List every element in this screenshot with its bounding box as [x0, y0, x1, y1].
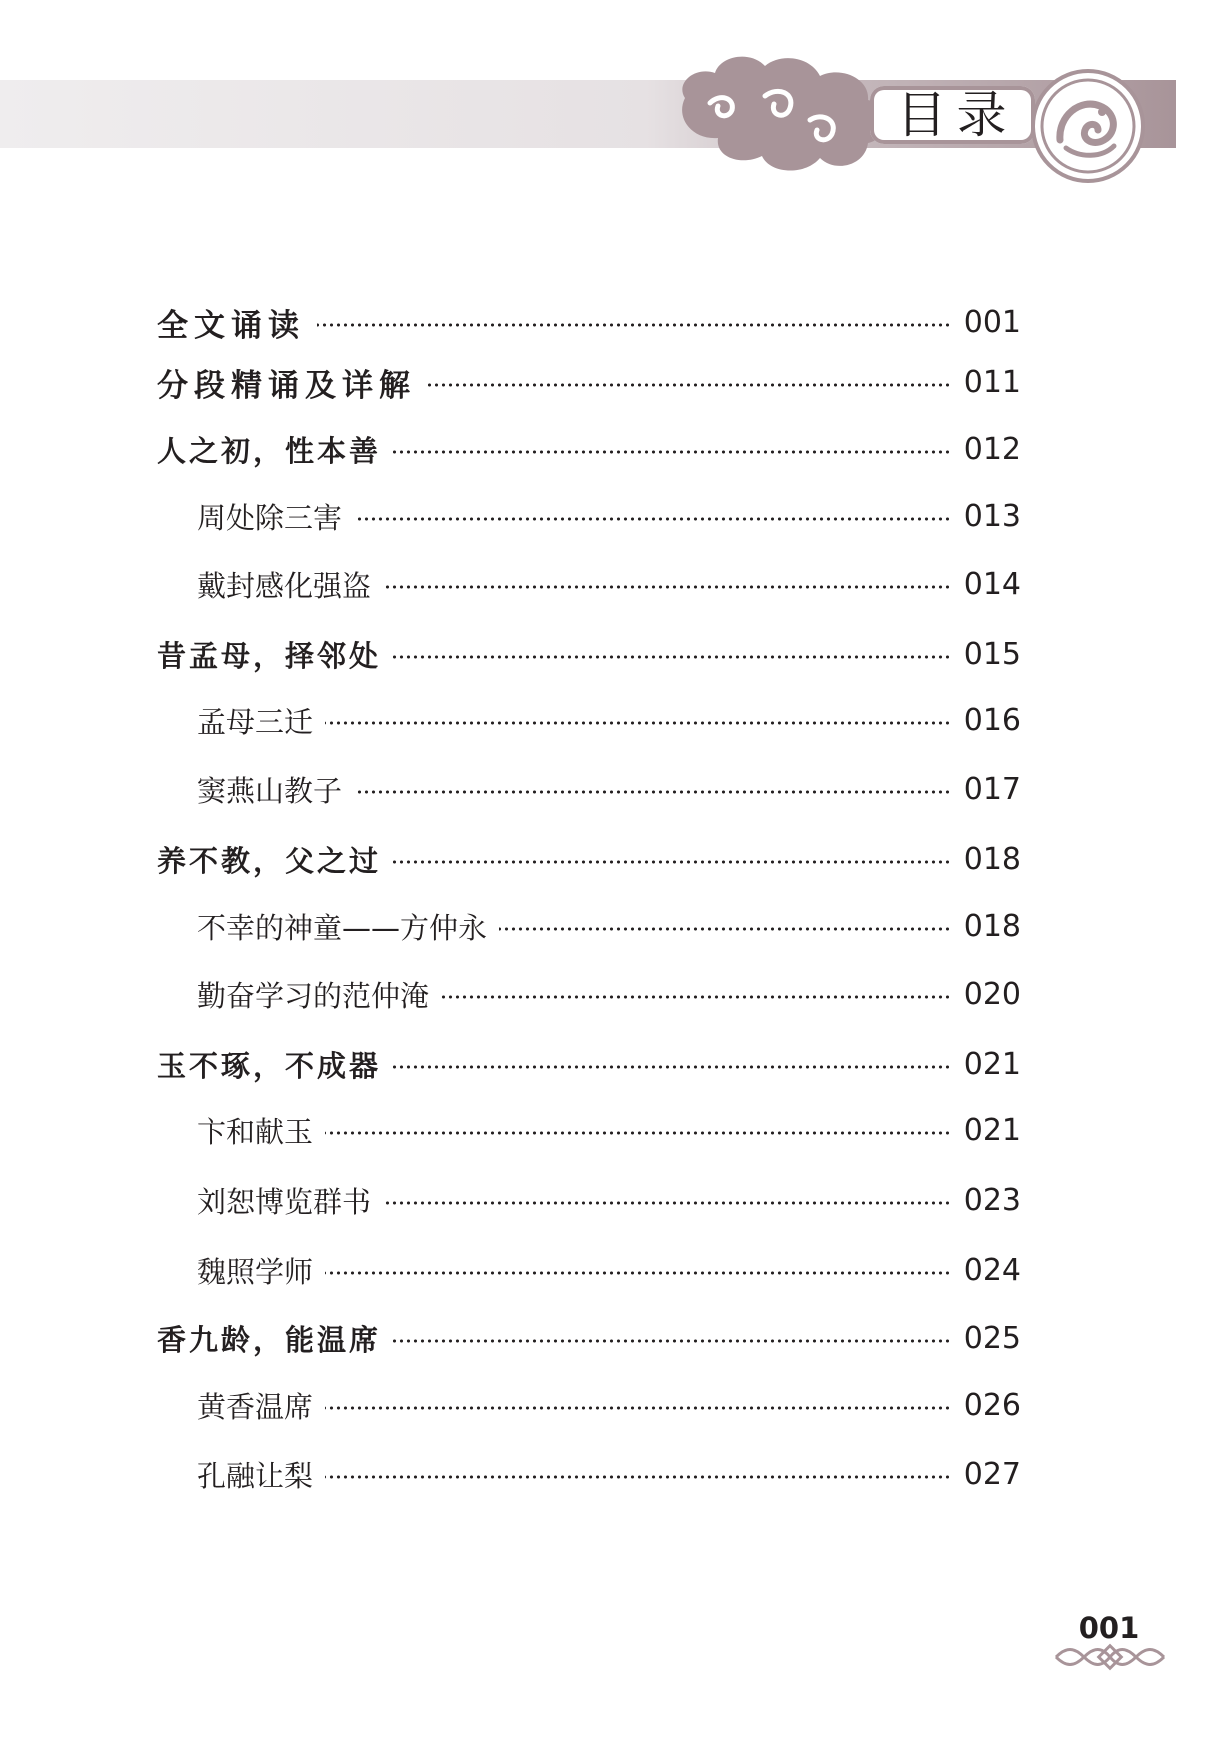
dot-leader [393, 654, 951, 660]
toc-entry-page: 014 [963, 566, 1021, 602]
toc-entry-title: 孟母三迁 [197, 704, 314, 739]
toc-entry[interactable] [197, 902, 1021, 950]
page-number: 001 [1078, 1611, 1140, 1645]
toc-entry-page: 017 [963, 771, 1021, 807]
toc-entry-title: 香九龄，能温席 [157, 1322, 382, 1357]
header-title-box [870, 86, 1035, 144]
toc-entry[interactable] [197, 1106, 1021, 1154]
toc-entry-title: 养不教，父之过 [157, 843, 382, 878]
toc-entry-title: 昔孟母，择邻处 [157, 638, 382, 673]
toc-entry-title: 全文诵读 [157, 307, 305, 344]
toc-entry-title: 玉不琢，不成器 [157, 1048, 382, 1083]
toc-entry[interactable] [157, 298, 1021, 346]
toc-entry-page: 027 [963, 1456, 1021, 1492]
toc-entry[interactable] [197, 1381, 1021, 1429]
dot-leader [499, 926, 951, 932]
dot-leader [441, 994, 951, 1000]
toc-entry[interactable] [197, 1450, 1021, 1498]
toc-entry-title: 不幸的神童——方仲永 [197, 910, 488, 945]
cloud-ornament-icon [670, 48, 895, 178]
dragon-medallion-icon [1030, 68, 1146, 184]
toc-entry[interactable] [157, 358, 1021, 406]
toc-entry[interactable] [157, 835, 1021, 883]
toc-entry[interactable] [197, 1246, 1021, 1294]
dot-leader [325, 1270, 951, 1276]
toc-entry[interactable] [157, 1314, 1021, 1362]
toc-entry-page: 011 [963, 364, 1021, 400]
dot-leader [393, 449, 951, 455]
dot-leader [317, 322, 951, 328]
toc-entry-page: 016 [963, 702, 1021, 738]
toc-entry-title: 周处除三害 [197, 500, 343, 535]
toc-entry-page: 018 [963, 841, 1021, 877]
dot-leader [325, 1474, 951, 1480]
toc-entry-page: 001 [963, 304, 1021, 340]
toc-entry[interactable] [157, 425, 1021, 473]
toc-entry-page: 020 [963, 976, 1021, 1012]
toc-entry-title: 刘恕博览群书 [197, 1184, 372, 1219]
dot-leader [325, 720, 951, 726]
toc-entry-page: 012 [963, 431, 1021, 467]
toc-entry[interactable] [197, 492, 1021, 540]
toc-entry[interactable] [197, 696, 1021, 744]
dot-leader [354, 516, 951, 522]
toc-entry-title: 黄香温席 [197, 1389, 314, 1424]
toc-entry-page: 025 [963, 1320, 1021, 1356]
toc-entry-page: 024 [963, 1252, 1021, 1288]
knot-ornament-icon [1052, 1643, 1168, 1671]
dot-leader [428, 382, 951, 388]
dot-leader [393, 1338, 951, 1344]
dot-leader [325, 1130, 951, 1136]
toc-entry[interactable] [197, 560, 1021, 608]
dot-leader [393, 1064, 951, 1070]
toc-entry-title: 戴封感化强盗 [197, 568, 372, 603]
toc-entry[interactable] [197, 765, 1021, 813]
toc-entry[interactable] [157, 630, 1021, 678]
toc-entry-page: 023 [963, 1182, 1021, 1218]
dot-leader [393, 859, 951, 865]
toc-entry-page: 021 [963, 1046, 1021, 1082]
toc-entry-page: 018 [963, 908, 1021, 944]
dot-leader [383, 1200, 951, 1206]
page-title: 目录 [896, 86, 1017, 144]
dot-leader [325, 1405, 951, 1411]
toc-entry-title: 魏照学师 [197, 1254, 314, 1289]
toc-entry[interactable] [197, 970, 1021, 1018]
toc-entry-title: 孔融让梨 [197, 1458, 314, 1493]
toc-entry[interactable] [157, 1040, 1021, 1088]
toc-entry-title: 卞和献玉 [197, 1114, 314, 1149]
toc-entry-title: 窦燕山教子 [197, 773, 343, 808]
dot-leader [354, 789, 951, 795]
toc-entry-title: 人之初，性本善 [157, 433, 382, 468]
toc-entry-page: 021 [963, 1112, 1021, 1148]
toc-entry[interactable] [197, 1176, 1021, 1224]
toc-entry-title: 分段精诵及详解 [157, 367, 416, 404]
toc-entry-page: 026 [963, 1387, 1021, 1423]
toc-entry-page: 013 [963, 498, 1021, 534]
toc-entry-title: 勤奋学习的范仲淹 [197, 978, 430, 1013]
toc-entry-page: 015 [963, 636, 1021, 672]
dot-leader [383, 584, 951, 590]
